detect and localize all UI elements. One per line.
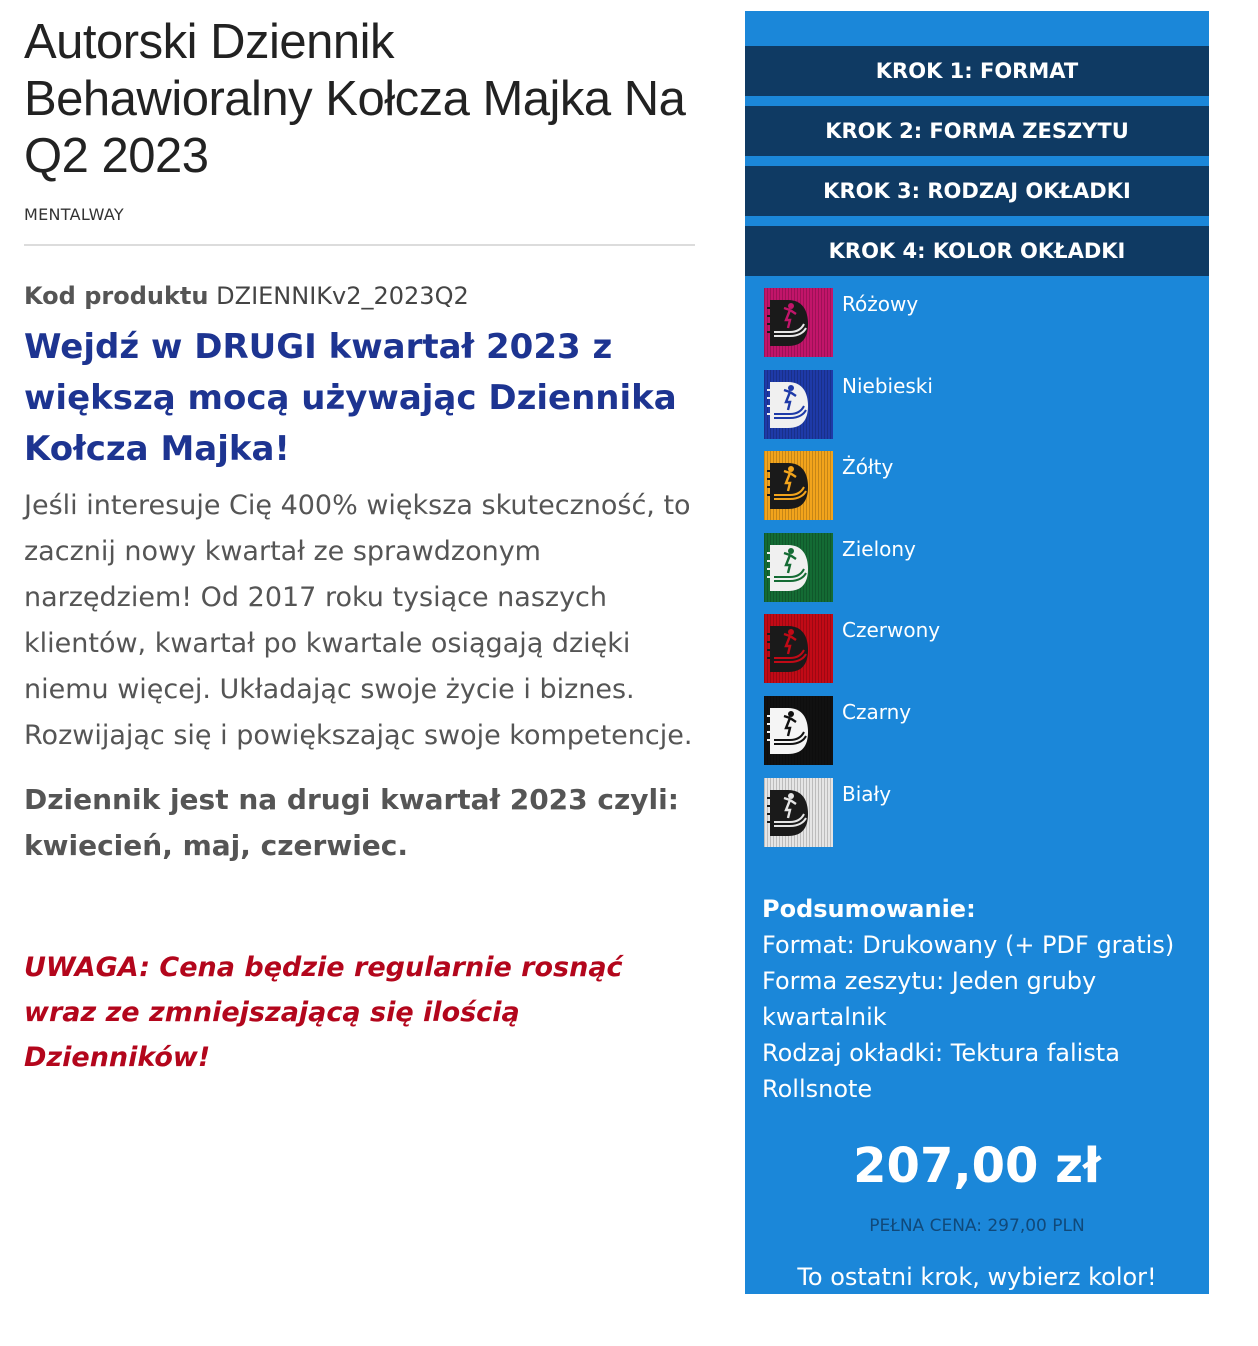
product-info bbox=[24, 14, 694, 1080]
price: 207,00 zł bbox=[853, 1138, 1101, 1194]
divider bbox=[24, 244, 695, 246]
cover-swatch-icon[interactable] bbox=[764, 451, 833, 520]
last-step-hint: To ostatni krok, wybierz kolor! bbox=[797, 1263, 1157, 1291]
price-warning: UWAGA: Cena będzie regularnie rosnąć wraz ze zmniejszającą się ilością Dzienników! bbox=[24, 952, 623, 1073]
color-option-label: Zielony bbox=[842, 536, 916, 561]
brand-name: MENTALWAY bbox=[24, 205, 124, 224]
summary-title: Podsumowanie: bbox=[762, 895, 976, 923]
cover-swatch-icon[interactable] bbox=[764, 370, 833, 439]
product-title: Autorski Dziennik Behawioralny Kołcza Majka Na Q2 2023 bbox=[24, 15, 686, 183]
color-option-label: Niebieski bbox=[842, 373, 933, 398]
order-summary bbox=[762, 891, 1202, 1107]
step-4-cover-color-button[interactable]: KROK 4: KOLOR OKŁADKI bbox=[745, 226, 1209, 276]
cover-swatch-icon[interactable] bbox=[764, 533, 833, 602]
product-code bbox=[24, 282, 694, 310]
product-code-value: DZIENNIKv2_2023Q2 bbox=[216, 282, 469, 310]
step-3-cover-type-button[interactable]: KROK 3: RODZAJ OKŁADKI bbox=[745, 166, 1209, 216]
full-price: PEŁNA CENA: 297,00 PLN bbox=[869, 1216, 1085, 1236]
summary-format: Format: Drukowany (+ PDF gratis) bbox=[762, 931, 1175, 959]
cover-swatch-icon[interactable] bbox=[764, 288, 833, 357]
color-option-label: Czarny bbox=[842, 699, 912, 724]
color-option-label: Biały bbox=[842, 781, 892, 806]
step-1-format-button[interactable]: KROK 1: FORMAT bbox=[745, 46, 1209, 96]
configurator-panel bbox=[745, 11, 1209, 1294]
color-option-label: Czerwony bbox=[842, 618, 941, 643]
step-2-form-button[interactable]: KROK 2: FORMA ZESZYTU bbox=[745, 106, 1209, 156]
summary-form: Forma zeszytu: Jeden gruby kwartalnik bbox=[762, 967, 1097, 1031]
color-option-label: Żółty bbox=[842, 455, 894, 480]
summary-cover-type: Rodzaj okładki: Tektura falista Rollsnote bbox=[762, 1039, 1120, 1103]
color-option-label: Różowy bbox=[842, 292, 919, 316]
quarter-note: Dziennik jest na drugi kwartał 2023 czyli: kwiecień, maj, czerwiec. bbox=[24, 783, 679, 862]
product-headline: Wejdź w DRUGI kwartał 2023 z większą mocą używając Dziennika Kołcza Majka! bbox=[24, 327, 677, 469]
cover-swatch-icon[interactable] bbox=[764, 696, 833, 765]
cover-swatch-icon[interactable] bbox=[764, 778, 833, 847]
cover-swatch-icon[interactable] bbox=[764, 614, 833, 683]
product-code-label: Kod produktu bbox=[24, 282, 209, 310]
product-description: Jeśli interesuje Cię 400% większa skuteczność, to zacznij nowy kwartał ze sprawdzonym narzędziem! Od 2017 roku tysiące naszych klientów, kwartał po kwartale osiągają dzięki niemu więcej. Układając swoje życie i biznes. Rozwijając się i powiększając swoje kompetencje. bbox=[24, 490, 693, 751]
